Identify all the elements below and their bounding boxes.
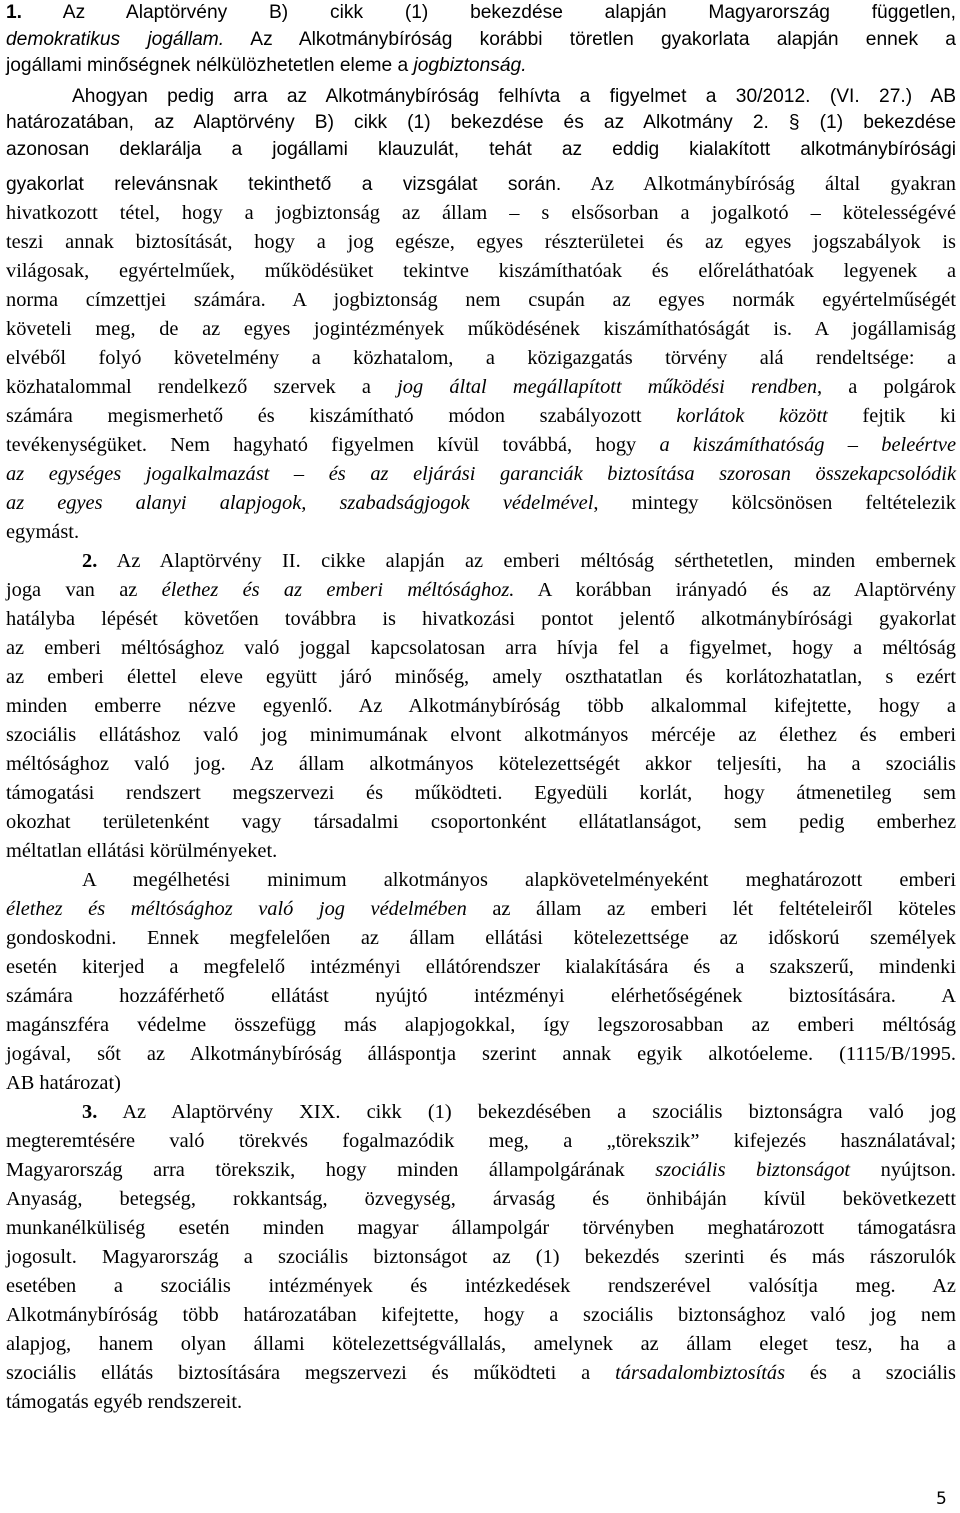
text-line: egymást. [6,521,80,543]
text-line: jogosult. Magyarország a szociális biztonságot az (1) bekezdés szerinti és más rászorulók [6,1246,956,1268]
text-line: méltósághoz való jog. Az állam alkotmányos kötelezettségét akkor teljesíti, ha a szociális [6,753,956,775]
text-line: hivatkozott tétel, hogy a jogbiztonság az állam – s elsősorban a jogalkotó – kötelességévé [6,202,956,224]
text-line: demokratikus jogállam. Az Alkotmánybíróság korábbi töretlen gyakorlata alapján ennek a [6,28,956,50]
text-line: joga van az élethez és az emberi méltósághoz. A korábban irányadó és az Alaptörvény [6,579,956,601]
text-line: teszi annak biztosítását, hogy a jog egésze, egyes részterületei és az egyes jogszabályok is [6,231,956,253]
text-line: alapjog, hanem olyan állami kötelezettségvállalás, amelynek az állam eleget tesz, ha a [6,1333,956,1355]
text-line: okozhat területenként vagy társadalmi csoportonként ellátatlanságot, sem pedig emberhez [6,811,956,833]
text-line: támogatási rendszert megszervezi és működteti. Egyedüli korlát, hogy átmenetileg sem [6,782,956,804]
section-3-number: 3. [82,1101,98,1123]
text-line: közhatalommal rendelkező szervek a jog által megállapított működési rendben, a polgárok [6,376,956,398]
text-line: norma címzettjei számára. A jogbiztonság nem csupán az egyes normák egyértelműségét [6,289,956,311]
section-2-title: Az Alaptörvény II. [116,550,301,572]
text-line: az emberi élettel eleve együtt járó minőség, amely oszthatatlan és korlátozhatatlan, s ezért [6,666,956,688]
text-line: AB határozat) [6,1072,121,1094]
text-line: elvéből folyó követelmény a közhatalom, a közigazgatás törvény alá rendeltsége: a [6,347,956,369]
text-line: Ahogyan pedig arra az Alkotmánybíróság felhívta a figyelmet a 30/2012. (VI. 27.) AB [72,86,956,107]
section-2-line: 2. Az Alaptörvény II. cikke alapján az emberi méltóság sérthetetlen, minden embernek [82,550,956,572]
text-line: hatályba lépését követően továbbra is hivatkozási pontot jelentő alkotmánybírósági gyakorlat [6,608,956,630]
section-1-title: Az Alaptörvény B) cikk (1) bekezdése alapján Magyarország független, [62,2,957,23]
section-1-number: 1. [6,2,23,23]
text-line: esetén kiterjed a megfelelő intézményi ellátórendszer kialakítására és a szakszerű, mindenki [6,956,956,978]
text-line: gyakorlat relevánsnak tekinthető a vizsgálat során. Az Alkotmánybíróság által gyakran [6,173,956,195]
text-line: számára hozzáférhető ellátást nyújtó intézményi elérhetőségének biztosítására. A [6,985,956,1007]
text-line: szociális ellátás biztosítására megszervezi és működteti a társadalombiztosítás és a szociális [6,1362,956,1384]
text-line: Anyaság, betegség, rokkantság, özvegység, árvaság és önhibáján kívül bekövetkezett [6,1188,956,1210]
text-line: jogállami minőségnek nélkülözhetetlen eleme a jogbiztonság. [6,55,527,76]
text-line: határozatában, az Alaptörvény B) cikk (1) bekezdése és az Alkotmány 2. § (1) bekezdése [6,112,957,133]
text-line: munkanélküliség esetén minden magyar állampolgár törvényben meghatározott támogatásra [6,1217,956,1239]
text-line: esetében a szociális intézmények és intézkedések rendszerével valósítja meg. Az [6,1275,956,1297]
text-line: jogával, sőt az Alkotmánybíróság álláspontja szerint annak egyik alkotóeleme. (1115/B/1995. [6,1043,956,1065]
text-line: számára megismerhető és kiszámítható módon szabályozott korlátok között fejtik ki [6,405,957,427]
text-line: követeli meg, de az egyes jogintézmények működésének kiszámíthatóságát is. A jogállamiság [6,318,956,340]
text-line: Alkotmánybíróság több határozatában kifejtette, hogy a szociális biztonsághoz való jog nem [6,1304,956,1326]
text-line: megteremtésére való törekvés fogalmazódik meg, a „törekszik” kifejezés használatával; [6,1130,956,1152]
text-line: élethez és méltósághoz való jog védelmében az állam az emberi lét feltételeiről köteles [6,898,956,920]
text-line: az egységes jogalkalmazást – és az eljárási garanciák biztosítása szorosan összekapcsolódik [6,463,956,485]
section-3-title: Az Alaptörvény XIX. [122,1101,341,1123]
section-3-line: 3. Az Alaptörvény XIX. cikk (1) bekezdésében a szociális biztonságra való jog [82,1101,957,1123]
section-1-heading [6,0,956,26]
text-line: világosak, egyértelműek, működésüket tekintve kiszámíthatóak és előreláthatóak legyenek a [6,260,956,282]
text-line: azonosan deklarálja a jogállami klauzulát, tehát az eddig kialakított alkotmánybírósági [6,139,956,160]
section-2-number: 2. [82,550,98,572]
paragraph-sign: § [788,112,800,133]
page-number: 5 [936,1489,947,1509]
text-line: méltatlan ellátási körülményeket. [6,840,278,862]
text-line: az emberi méltósághoz való joggal kapcsolatosan arra hívja fel a figyelmet, hogy a méltóság [6,637,956,659]
text-line: tevékenységüket. Nem hagyható figyelmen kívül továbbá, hogy a kiszámíthatóság – beleértve [6,434,956,456]
text-line: magánszféra védelme összefügg más alapjogokkal, így legszorosabban az emberi méltóság [6,1014,956,1036]
text-line: támogatás egyéb rendszereit. [6,1391,243,1413]
text-line: Magyarország arra törekszik, hogy minden állampolgárának szociális biztonságot nyújtson. [6,1159,956,1181]
text-line: A megélhetési minimum alkotmányos alapkövetelményeként meghatározott emberi [82,869,956,891]
text-line: szociális ellátáshoz való jog minimumának elvont alkotmányos mércéje az élethez és emberi [6,724,956,746]
text-line: minden emberre nézve egyenlő. Az Alkotmánybíróság több alkalommal kifejtette, hogy a [6,695,956,717]
text-line: gondoskodni. Ennek megfelelően az állam ellátási kötelezettsége az időskorú személyek [6,927,956,949]
text-line: az egyes alanyi alapjogok, szabadságjogok védelmével, mintegy kölcsönösen feltételezik [6,492,956,514]
